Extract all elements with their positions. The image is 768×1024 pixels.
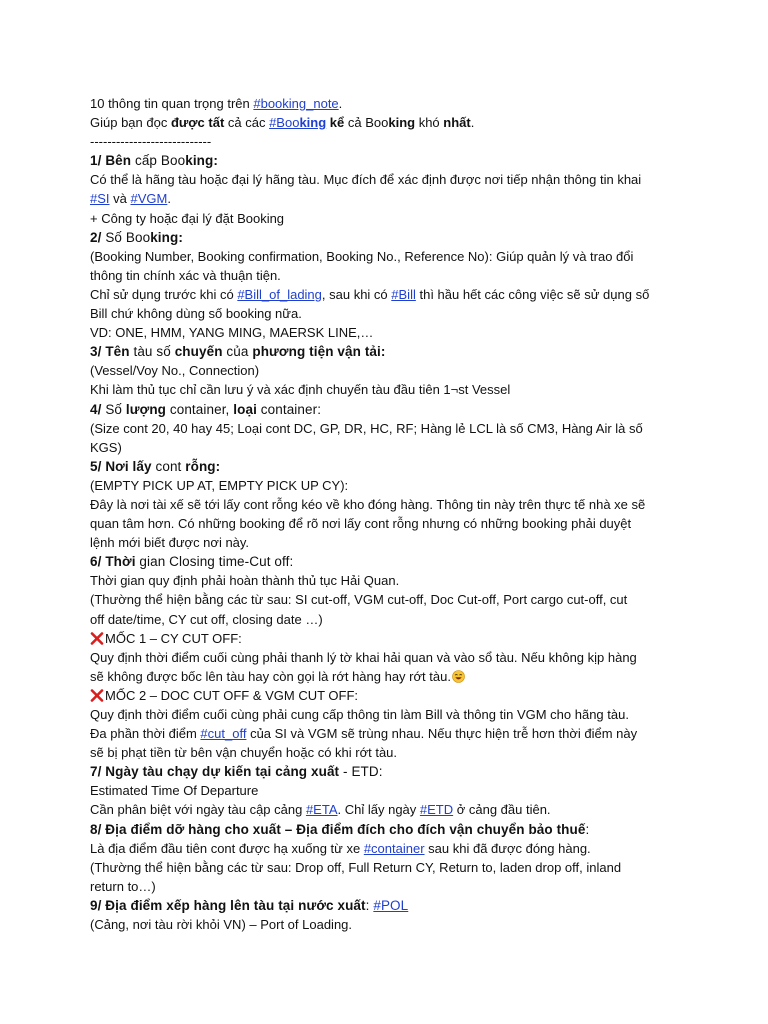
cross-mark-icon — [90, 689, 104, 702]
text-segment: lượng — [125, 401, 167, 417]
text-segment: rỗng: — [185, 458, 221, 474]
text-line — [90, 304, 690, 323]
hashtag-link[interactable]: #ETD — [419, 802, 454, 818]
document-body — [90, 94, 690, 934]
text-line — [90, 877, 690, 896]
text-segment: 7/ Ngày tàu chạy dự kiến tại cảng xuất — [90, 764, 340, 780]
text-segment: sau khi đã được đóng hàng. — [424, 840, 591, 856]
text-segment: Quy định thời điểm cuối cùng phải cung cấp thông tin làm Bill và thông tin VGM cho hãng tàu. — [90, 707, 629, 722]
section-heading — [90, 896, 690, 915]
hashtag-link[interactable]: #Bill — [391, 286, 416, 302]
text-segment: container, — [166, 401, 234, 417]
text-segment: : — [585, 821, 590, 837]
text-segment: (Booking Number, Booking confirmation, Booking No., Reference No): Giúp quản lý và trao đổi — [90, 248, 634, 264]
text-segment: Khi làm thủ tục chỉ cần lưu ý và xác định chuyến tàu đầu tiên 1¬st Vessel — [90, 382, 511, 398]
text-segment: . — [167, 191, 171, 207]
text-segment: . — [338, 96, 343, 111]
text-line — [90, 419, 690, 438]
text-line — [90, 94, 690, 113]
text-segment: Quy định thời điểm cuối cùng phải thanh lý tờ khai hải quan và vào sổ tàu. Nếu không kịp hàng — [90, 649, 637, 665]
text-segment: Đa phần thời điểm — [90, 726, 201, 742]
text-segment: chuyến — [174, 344, 223, 360]
section-heading — [90, 342, 690, 361]
text-segment: + Công ty hoặc đại lý đặt Booking — [90, 210, 285, 226]
text-segment: Tên — [105, 344, 130, 360]
text-line — [90, 571, 690, 590]
text-segment: 8/ Địa điểm dỡ hàng cho xuất – Địa điểm đích cho đích vận chuyển bảo thuế — [90, 821, 586, 837]
text-segment: Số — [105, 401, 126, 417]
text-segment: - ETD: — [339, 764, 383, 780]
hashtag-link[interactable]: #POL — [373, 897, 409, 913]
section-heading — [90, 762, 690, 781]
text-segment: cả Boo — [344, 115, 389, 131]
text-segment: lệnh mới biết được nơi này. — [90, 535, 250, 551]
text-line — [90, 209, 690, 228]
text-segment: 6/ — [90, 554, 106, 570]
text-segment: king — [185, 153, 214, 169]
text-segment: Cần phân biệt với ngày tàu cập cảng — [90, 802, 306, 818]
text-line — [90, 476, 690, 495]
text-segment: kể — [326, 115, 345, 131]
text-segment: MỐC 1 – CY CUT OFF: — [105, 630, 242, 646]
text-segment: 5/ — [90, 458, 106, 474]
section-heading — [90, 552, 690, 571]
text-segment: ở cảng đầu tiên. — [453, 802, 551, 818]
text-segment: Có thể là hãng tàu hoặc đại lý hãng tàu. Mục đích để xác định được nơi tiếp nhận thông tin khai — [90, 172, 642, 188]
text-segment: return to…) — [90, 878, 156, 894]
text-segment: 3/ — [90, 344, 106, 360]
text-segment: : — [178, 229, 183, 245]
text-segment: . Chỉ lấy ngày — [337, 802, 420, 818]
text-segment: khó — [415, 115, 444, 131]
text-segment: 10 thông tin quan trọng trên — [90, 96, 254, 111]
text-line — [90, 132, 690, 151]
text-line — [90, 495, 690, 514]
text-segment: Bên — [105, 153, 132, 169]
section-heading — [90, 151, 690, 170]
text-segment: (Thường thể hiện bằng các từ sau: Drop off, Full Return CY, Return to, laden drop off, inland — [90, 859, 622, 875]
text-line — [90, 705, 690, 724]
hashtag-link[interactable]: #booking_note — [253, 96, 339, 111]
text-segment: của SI và VGM sẽ trùng nhau. Nếu thực hiện trễ hơn thời điểm này — [246, 726, 638, 742]
text-segment: loại — [233, 401, 257, 417]
text-segment: Là địa điểm đầu tiên cont được hạ xuống từ xe — [90, 840, 364, 856]
text-segment: : — [365, 897, 374, 913]
text-segment: quan tâm hơn. Có những booking để rõ nơi lấy cont rỗng nhưng có những booking phải duyệt — [90, 516, 632, 532]
text-segment: 9/ Địa điểm xếp hàng lên tàu tại nước xuất — [90, 897, 366, 913]
hashtag-link[interactable]: king — [299, 115, 327, 131]
text-segment: của — [222, 344, 253, 360]
text-line — [90, 533, 690, 552]
hashtag-link[interactable]: #ETA — [305, 802, 338, 818]
text-segment: Số Boo — [105, 229, 151, 245]
text-segment: cả các — [224, 115, 270, 131]
text-segment: : — [213, 153, 218, 169]
hashtag-link[interactable]: #SI — [90, 191, 110, 207]
text-line — [90, 743, 690, 762]
text-line — [90, 724, 690, 743]
hashtag-link[interactable]: #Bill_of_lading — [237, 286, 322, 302]
text-segment: VD: ONE, HMM, YANG MING, MAERSK LINE,… — [90, 325, 374, 341]
text-line — [90, 610, 690, 629]
text-line — [90, 266, 690, 285]
text-segment: sẽ không được bốc lên tàu hay còn gọi là rớt hàng hay rớt tàu. — [90, 668, 451, 684]
text-segment: Thời gian quy định phải hoàn thành thủ tục Hải Quan. — [90, 573, 400, 589]
hashtag-link[interactable]: #container — [363, 840, 425, 856]
text-line — [90, 590, 690, 609]
text-segment: gian Closing time-Cut off: — [135, 554, 294, 570]
text-line — [90, 781, 690, 800]
text-segment: Chỉ sử dụng trước khi có — [90, 286, 238, 302]
text-segment: ---------------------------- — [90, 134, 212, 150]
text-line — [90, 915, 690, 934]
text-line — [90, 113, 690, 132]
text-segment: thông tin chính xác và thuận tiện. — [90, 267, 281, 283]
text-line — [90, 438, 690, 457]
text-segment: sẽ bị phạt tiền từ bên vận chuyển hoặc có khi rớt tàu. — [90, 745, 398, 761]
text-segment: 2/ — [90, 229, 106, 245]
text-line — [90, 323, 690, 342]
text-segment: cấp Boo — [131, 153, 186, 169]
text-segment: (Vessel/Voy No., Connection) — [90, 363, 260, 379]
text-segment: phương tiện vận tải: — [252, 344, 386, 360]
text-segment: và — [109, 191, 131, 207]
cross-mark-icon — [90, 632, 104, 645]
text-line — [90, 247, 690, 266]
text-line — [90, 170, 690, 189]
text-segment: được tất — [170, 115, 225, 131]
text-line — [90, 189, 690, 208]
text-line — [90, 361, 690, 380]
text-segment: (Thường thể hiện bằng các từ sau: SI cut-off, VGM cut-off, Doc Cut-off, Port cargo cut-off, cut — [90, 592, 628, 608]
section-heading — [90, 820, 690, 839]
text-segment: Giúp bạn đọc — [90, 115, 171, 131]
text-line — [90, 839, 690, 858]
text-segment: (Cảng, nơi tàu rời khỏi VN) – Port of Loading. — [90, 917, 353, 933]
section-heading — [90, 400, 690, 419]
text-segment: Thời — [105, 554, 136, 570]
text-line — [90, 667, 690, 686]
text-segment: Nơi lấy — [105, 458, 152, 474]
text-segment: (Size cont 20, 40 hay 45; Loại cont DC, GP, DR, HC, RF; Hàng lẻ LCL là số CM3, Hàng Air là số — [90, 420, 643, 436]
section-heading — [90, 228, 690, 247]
text-segment: king — [150, 229, 179, 245]
text-line — [90, 800, 690, 819]
text-line — [90, 514, 690, 533]
text-segment: Estimated Time Of Departure — [90, 783, 259, 799]
section-heading — [90, 457, 690, 476]
text-segment: , sau khi có — [321, 286, 392, 302]
text-line — [90, 686, 690, 705]
text-segment: off date/time, CY cut off, closing date …) — [90, 611, 323, 627]
text-segment: KGS) — [90, 439, 122, 455]
grinning-face-icon — [452, 670, 465, 683]
hashtag-link[interactable]: #VGM — [130, 191, 168, 207]
hashtag-link[interactable]: #Boo — [269, 115, 300, 131]
text-line — [90, 648, 690, 667]
text-segment: Bill chứ không dùng số booking nữa. — [90, 306, 302, 322]
text-segment: nhất — [443, 115, 471, 131]
text-segment: 1/ — [90, 153, 106, 169]
text-segment: . — [470, 115, 475, 131]
text-line — [90, 629, 690, 648]
text-segment: tàu số — [129, 344, 175, 360]
text-segment: thì hầu hết các công việc sẽ sử dụng số — [415, 286, 650, 302]
hashtag-link[interactable]: #cut_off — [200, 726, 247, 742]
text-segment: MỐC 2 – DOC CUT OFF & VGM CUT OFF: — [105, 687, 359, 703]
text-line — [90, 380, 690, 399]
text-segment: 4/ — [90, 401, 106, 417]
text-segment: container: — [256, 401, 322, 417]
text-segment: (EMPTY PICK UP AT, EMPTY PICK UP CY): — [90, 477, 349, 493]
text-line — [90, 858, 690, 877]
text-segment: Đây là nơi tài xế sẽ tới lấy cont rỗng kéo về kho đóng hàng. Thông tin này trên thực tế nhà xe sẽ — [90, 496, 646, 512]
text-segment: cont — [151, 458, 186, 474]
text-segment: king — [388, 115, 416, 131]
text-line — [90, 285, 690, 304]
